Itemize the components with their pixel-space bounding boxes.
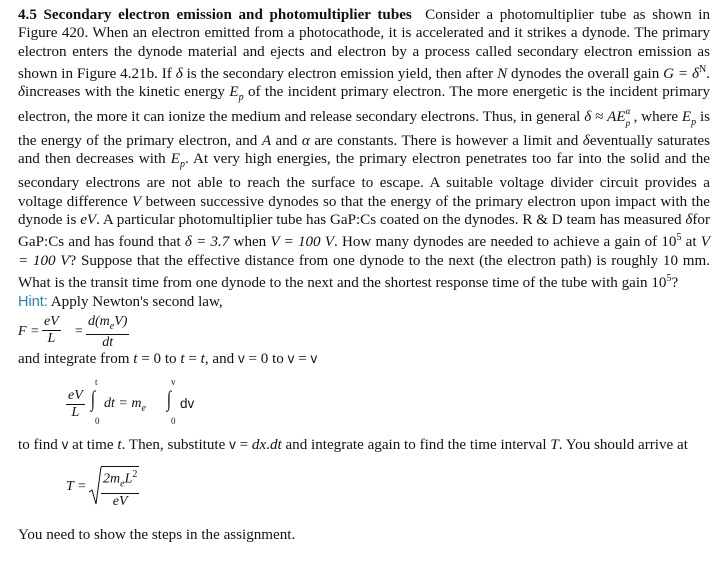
symbol-a: A <box>261 132 272 149</box>
text-run: increases with the kinetic energy <box>25 84 230 101</box>
subscript-p: p <box>691 116 697 128</box>
eq1-num1: eV <box>44 313 59 329</box>
text-run: = <box>294 350 311 367</box>
eq2-upper-limit-1: t <box>95 376 98 387</box>
text-run: , where <box>633 108 682 125</box>
text-run: . You should arrive at <box>558 436 688 453</box>
eq1-num2a: d(m <box>88 313 110 329</box>
sqrt-sign <box>88 466 102 506</box>
symbol-delta: δ <box>685 212 693 229</box>
subscript-p: p <box>179 159 185 171</box>
text-run: dynodes the overall gain <box>507 65 664 82</box>
eq1-equals: = <box>74 323 84 339</box>
symbol-delta: δ <box>18 84 26 101</box>
find-line <box>18 436 710 454</box>
voltage-value: V = 100 V <box>270 234 335 251</box>
symbol-t: t <box>133 350 138 367</box>
eq2-lower-limit-2: 0 <box>171 415 176 426</box>
text-run: ? Suppose that the effective distance from one dynode to the next (the electron path) is roughly 10 mm. What is the transit time from one dynode to the next and the shortest response time of the tube with gain 10 <box>18 252 710 291</box>
eq3-num <box>101 467 139 493</box>
eq1-num2 <box>86 314 129 336</box>
symbol-e: E <box>170 151 180 168</box>
symbol-v: v <box>287 350 295 366</box>
text-run: ? <box>671 275 679 291</box>
hint-label: Hint: <box>18 294 48 311</box>
hint-line <box>18 293 710 311</box>
integral-sign-1: ∫ <box>90 385 96 411</box>
exponent-5: 5 <box>676 232 682 244</box>
subscript-e: e <box>109 320 115 332</box>
voltage-value: V = 100 V <box>18 234 710 269</box>
eq2-num: eV <box>68 387 83 403</box>
text-run: . <box>706 65 710 82</box>
symbol-t: t <box>180 350 185 367</box>
subscript-p: p <box>625 117 631 128</box>
problem-paragraph <box>18 6 710 292</box>
eq2-dt: dt = m <box>104 395 142 411</box>
gain-exponent: N <box>698 63 707 75</box>
integrate-line <box>18 350 710 368</box>
equation-newton <box>18 312 710 350</box>
eq3-fraction <box>101 466 139 509</box>
alpha-p-stack <box>625 105 634 128</box>
eq2-dv: dv <box>180 395 195 411</box>
eq1-den1: L <box>47 330 56 346</box>
text-run: . How many dynodes are needed to achieve a gain of 10 <box>334 234 677 251</box>
yield-formula: δ ≈ AE <box>584 108 626 125</box>
symbol-t: t <box>117 436 122 453</box>
eq2-upper-limit-2: v <box>171 376 176 387</box>
eq2-fraction <box>66 388 85 421</box>
eq3-den: eV <box>112 493 128 509</box>
text-run: . <box>266 436 270 453</box>
text-run: for GaP:Cs and has found that <box>18 212 710 251</box>
text-run: at time <box>68 436 118 453</box>
text-run: = <box>184 350 201 367</box>
symbol-delta: δ <box>175 65 183 82</box>
eq1-fraction-1 <box>42 314 61 347</box>
equation-transit-time <box>66 462 710 512</box>
closing-line: You need to show the steps in the assignment. <box>18 527 296 544</box>
eq3-L: L <box>124 471 133 487</box>
superscript-2: 2 <box>132 469 138 481</box>
text-run: , and <box>204 350 238 367</box>
text-run: is the energy of the primary electron, and <box>18 108 711 149</box>
eq3-num-text: 2m <box>103 471 121 487</box>
text-run: to find <box>18 436 62 453</box>
symbol-v: v <box>229 436 236 452</box>
gain-formula: G = δ <box>663 65 699 82</box>
problem-heading: 4.5 Secondary electron emission and photomultiplier tubes <box>18 7 412 23</box>
eq1-fraction-2 <box>86 314 129 352</box>
symbol-t-capital: T <box>550 436 559 453</box>
subscript-e: e <box>120 478 125 490</box>
exponent-5: 5 <box>666 272 672 284</box>
text-run: of the incident primary electron. The more energetic is the incident primary electron, the more it can ionize the medium and release secondary electrons. Thus, in general <box>18 84 711 125</box>
symbol-v: v <box>310 350 318 366</box>
text-run: are constants. There is however a limit and <box>309 132 583 149</box>
text-run: eventually saturates and then decreases with <box>18 132 710 168</box>
eq3-lhs: T = <box>66 479 87 495</box>
text-run: = 0 to <box>244 350 288 367</box>
symbol-ev: eV <box>80 212 97 229</box>
text-run: and integrate again to find the time interval <box>281 436 551 453</box>
symbol-alpha: α <box>301 132 310 149</box>
integral-sign-2: ∫ <box>166 385 172 411</box>
eq2-den: L <box>71 404 80 420</box>
symbol-n: N <box>497 65 508 82</box>
superscript-alpha: α <box>625 105 631 116</box>
eq1-den2: dt <box>102 335 114 351</box>
text-run: = <box>235 436 252 453</box>
delta-value: δ = 3.7 <box>184 234 230 251</box>
symbol-e: E <box>681 108 692 125</box>
eq1-lhs: F = <box>18 323 40 339</box>
text-run: and <box>271 132 302 149</box>
symbol-v: v <box>237 350 245 366</box>
text-run: . Then, substitute <box>121 436 230 453</box>
symbol-dx: dx <box>251 436 267 453</box>
eq1-num2b: V) <box>114 313 128 329</box>
symbol-delta: δ <box>582 132 590 149</box>
symbol-dt: dt <box>269 436 282 453</box>
text-run: = 0 to <box>137 350 181 367</box>
symbol-v: v <box>61 436 69 452</box>
symbol-t: t <box>200 350 205 367</box>
text-run: . A particular photomultiplier tube has GaP:Cs coated on the dynodes. R & D team has measured <box>96 212 686 229</box>
text-run: between successive dynodes so that the energy of the primary electron upon impact with the dynode is <box>18 193 710 229</box>
text-run: and integrate from <box>18 350 134 367</box>
symbol-e: E <box>229 84 239 101</box>
subscript-p: p <box>238 92 244 104</box>
eq2-middle <box>104 396 146 414</box>
text-run: is the secondary electron emission yield, then after <box>182 65 498 82</box>
eq2-lower-limit-1: 0 <box>95 415 100 426</box>
text-run: at <box>681 234 701 251</box>
subscript-e: e <box>141 402 146 414</box>
problem-page <box>18 6 710 544</box>
symbol-v: V <box>132 193 142 210</box>
text-run: when <box>229 234 271 251</box>
text-run: . At very high energies, the primary electron penetrates too far into the solid and the secondary electrons are not able to reach the surface to escape. A suitable voltage divider circuit provides a voltage difference <box>18 151 710 210</box>
text-run: Consider a photomultiplier tube as shown in Figure 420. When an electron emitted from a photocathode, it is accelerated and it strikes a dynode. The primary electron enters the dynode material and ejects and electron by a process called secondary electron emission as shown in Figure 4.21b. If <box>18 7 711 82</box>
equation-integral <box>66 374 710 434</box>
hint-text: Apply Newton's second law, <box>47 294 223 311</box>
